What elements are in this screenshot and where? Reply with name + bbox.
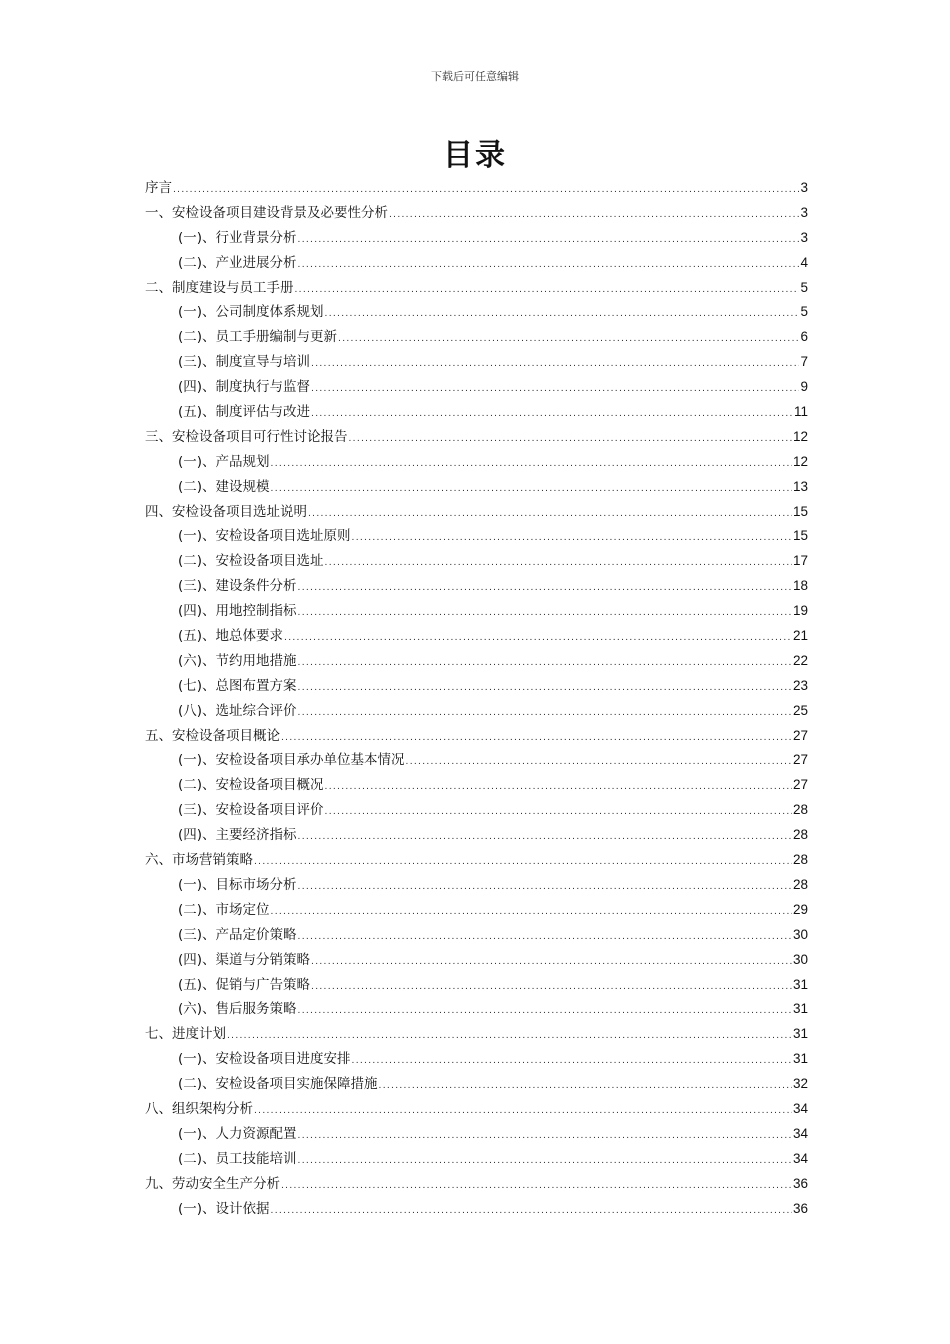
toc-entry-label: (六)、售后服务策略 xyxy=(178,1001,297,1018)
toc-entry-page: 28 xyxy=(792,827,808,843)
toc-entry[interactable] xyxy=(145,325,808,350)
toc-entry-label: (二)、市场定位 xyxy=(178,901,270,918)
toc-entry[interactable] xyxy=(145,1122,808,1147)
toc-entry[interactable] xyxy=(145,251,808,276)
toc-dot-leader xyxy=(325,302,800,327)
toc-entry-label: (二)、安检设备项目选址 xyxy=(178,553,324,570)
toc-entry-label: (一)、安检设备项目进度安排 xyxy=(178,1051,351,1068)
toc-entry-page: 27 xyxy=(792,777,808,793)
toc-dot-leader xyxy=(308,502,792,527)
toc-entry[interactable] xyxy=(145,1097,808,1122)
toc-entry[interactable] xyxy=(145,475,808,500)
toc-entry[interactable] xyxy=(145,674,808,699)
toc-entry-page: 11 xyxy=(793,404,808,420)
toc-entry-label: (八)、选址综合评价 xyxy=(178,702,297,719)
toc-dot-leader xyxy=(271,452,792,477)
toc-title: 目录 xyxy=(443,138,507,173)
toc-entry[interactable] xyxy=(145,1197,808,1222)
toc-dot-leader xyxy=(298,875,792,900)
toc-entry[interactable] xyxy=(145,748,808,773)
toc-entry-label: (一)、安检设备项目选址原则 xyxy=(178,528,351,545)
toc-entry-page: 31 xyxy=(792,1026,808,1042)
toc-entry-label: (二)、员工手册编制与更新 xyxy=(178,329,338,346)
toc-entry-label: 八、组织架构分析 xyxy=(145,1100,253,1117)
toc-dot-leader xyxy=(298,253,800,278)
toc-entry-label: (二)、建设规模 xyxy=(178,478,270,495)
toc-dot-leader xyxy=(271,900,792,925)
toc-entry-page: 27 xyxy=(792,727,808,743)
toc-entry-page: 3 xyxy=(800,229,808,245)
toc-entry-page: 25 xyxy=(792,702,808,718)
toc-dot-leader xyxy=(338,327,799,352)
toc-entry-page: 3 xyxy=(800,204,808,220)
toc-entry-label: (四)、用地控制指标 xyxy=(178,603,297,620)
toc-entry-page: 36 xyxy=(792,1200,808,1216)
toc-dot-leader xyxy=(298,1149,792,1174)
toc-entry[interactable] xyxy=(145,948,808,973)
toc-dot-leader xyxy=(227,1024,792,1049)
toc-dot-leader xyxy=(389,203,799,228)
toc-entry-label: 九、劳动安全生产分析 xyxy=(145,1175,280,1192)
toc-dot-leader xyxy=(281,726,792,751)
toc-dot-leader xyxy=(352,1049,792,1074)
toc-dot-leader xyxy=(298,676,792,701)
toc-entry[interactable] xyxy=(145,1172,808,1197)
toc-dot-leader xyxy=(406,750,792,775)
toc-entry-label: (二)、产业进展分析 xyxy=(178,254,297,271)
toc-entry[interactable] xyxy=(145,549,808,574)
toc-entry-label: (一)、设计依据 xyxy=(178,1200,270,1217)
toc-dot-leader xyxy=(311,377,799,402)
toc-dot-leader xyxy=(298,1124,792,1149)
toc-entry-label: (三)、产品定价策略 xyxy=(178,926,297,943)
toc-dot-leader xyxy=(271,1199,792,1224)
toc-entry-page: 27 xyxy=(792,752,808,768)
toc-entry-label: (六)、节约用地措施 xyxy=(178,652,297,669)
toc-entry-label: (一)、产品规划 xyxy=(178,453,270,470)
toc-dot-leader xyxy=(298,925,792,950)
toc-entry-page: 18 xyxy=(792,578,808,594)
toc-entry-page: 13 xyxy=(792,478,808,494)
toc-dot-leader xyxy=(352,526,792,551)
toc-entry-page: 36 xyxy=(792,1175,808,1191)
toc-entry[interactable] xyxy=(145,773,808,798)
toc-entry-label: (七)、总图布置方案 xyxy=(178,677,297,694)
toc-entry-page: 34 xyxy=(792,1100,808,1116)
toc-entry-label: (三)、建设条件分析 xyxy=(178,578,297,595)
toc-dot-leader xyxy=(349,427,792,452)
toc-entry-label: (五)、地总体要求 xyxy=(178,628,284,645)
toc-entry[interactable] xyxy=(145,524,808,549)
toc-entry-label: (三)、制度宣导与培训 xyxy=(178,354,311,371)
toc-entry[interactable] xyxy=(145,300,808,325)
toc-entry[interactable] xyxy=(145,724,808,749)
toc-entry-page: 19 xyxy=(792,603,808,619)
toc-entry-label: (五)、促销与广告策略 xyxy=(178,976,311,993)
toc-entry-page: 15 xyxy=(792,503,808,519)
toc-entry-page: 28 xyxy=(792,802,808,818)
toc-entry-label: 一、安检设备项目建设背景及必要性分析 xyxy=(145,204,388,221)
toc-entry[interactable] xyxy=(145,599,808,624)
toc-dot-leader xyxy=(295,278,800,303)
toc-entry-label: (二)、安检设备项目实施保障措施 xyxy=(178,1076,378,1093)
toc-entry[interactable] xyxy=(145,798,808,823)
toc-entry-label: 二、制度建设与员工手册 xyxy=(145,279,294,296)
toc-entry-label: (四)、主要经济指标 xyxy=(178,827,297,844)
toc-dot-leader xyxy=(311,975,792,1000)
toc-entry[interactable] xyxy=(145,997,808,1022)
toc-entry-page: 31 xyxy=(792,1051,808,1067)
toc-entry-page: 5 xyxy=(800,279,808,295)
toc-entry-page: 21 xyxy=(792,628,808,644)
toc-entry[interactable] xyxy=(145,848,808,873)
toc-entry-label: (一)、人力资源配置 xyxy=(178,1125,297,1142)
toc-dot-leader xyxy=(254,1099,792,1124)
toc-entry-page: 30 xyxy=(792,951,808,967)
toc-entry-label: 序言 xyxy=(145,180,172,196)
toc-entry[interactable] xyxy=(145,375,808,400)
toc-entry-page: 34 xyxy=(792,1125,808,1141)
toc-entry-page: 32 xyxy=(792,1076,808,1092)
toc-entry-label: (四)、制度执行与监督 xyxy=(178,379,311,396)
toc-dot-leader xyxy=(298,825,792,850)
toc-dot-leader xyxy=(298,651,792,676)
toc-entry-label: (一)、公司制度体系规划 xyxy=(178,304,324,321)
toc-entry[interactable] xyxy=(145,898,808,923)
toc-entry[interactable] xyxy=(145,873,808,898)
toc-entry[interactable] xyxy=(145,649,808,674)
toc-dot-leader xyxy=(311,352,799,377)
toc-entry[interactable] xyxy=(145,226,808,251)
toc-entry-page: 15 xyxy=(792,528,808,544)
toc-entry-label: 四、安检设备项目选址说明 xyxy=(145,503,307,520)
toc-entry[interactable] xyxy=(145,574,808,599)
toc-dot-leader xyxy=(325,775,792,800)
toc-entry-page: 22 xyxy=(792,652,808,668)
toc-dot-leader xyxy=(298,601,792,626)
toc-entry-page: 34 xyxy=(792,1150,808,1166)
header-note: 下载后可任意编辑 xyxy=(431,70,519,83)
toc-entry[interactable] xyxy=(145,1047,808,1072)
toc-entry-page: 28 xyxy=(792,852,808,868)
toc-entry-page: 7 xyxy=(800,354,808,370)
toc-entry[interactable] xyxy=(145,276,808,301)
toc-entry-page: 23 xyxy=(792,677,808,693)
toc-dot-leader xyxy=(311,950,792,975)
toc-entry[interactable] xyxy=(145,400,808,425)
toc-entry-page: 9 xyxy=(800,379,808,395)
toc-dot-leader xyxy=(311,402,793,427)
toc-dot-leader xyxy=(284,626,792,651)
table-of-contents xyxy=(145,176,808,1221)
toc-dot-leader xyxy=(173,178,799,203)
toc-entry-label: (四)、渠道与分销策略 xyxy=(178,951,311,968)
toc-entry[interactable] xyxy=(145,425,808,450)
toc-entry[interactable] xyxy=(145,1147,808,1172)
toc-dot-leader xyxy=(325,551,792,576)
toc-dot-leader xyxy=(298,701,792,726)
toc-entry-label: 七、进度计划 xyxy=(145,1026,226,1043)
toc-entry-page: 31 xyxy=(792,1001,808,1017)
toc-dot-leader xyxy=(254,850,792,875)
toc-entry[interactable] xyxy=(145,201,808,226)
toc-entry-page: 5 xyxy=(800,304,808,320)
toc-entry-label: 五、安检设备项目概论 xyxy=(145,727,280,744)
toc-entry-label: (二)、员工技能培训 xyxy=(178,1150,297,1167)
toc-dot-leader xyxy=(379,1074,792,1099)
toc-dot-leader xyxy=(271,477,792,502)
toc-dot-leader xyxy=(325,800,792,825)
toc-entry-page: 29 xyxy=(792,901,808,917)
toc-entry[interactable] xyxy=(145,1072,808,1097)
toc-entry-page: 12 xyxy=(792,453,808,469)
toc-entry[interactable] xyxy=(145,1022,808,1047)
toc-entry[interactable] xyxy=(145,350,808,375)
toc-entry-label: (二)、安检设备项目概况 xyxy=(178,777,324,794)
toc-entry-page: 12 xyxy=(792,428,808,444)
toc-entry[interactable] xyxy=(145,699,808,724)
toc-entry-label: (三)、安检设备项目评价 xyxy=(178,802,324,819)
toc-entry-label: (一)、目标市场分析 xyxy=(178,876,297,893)
toc-entry-page: 31 xyxy=(792,976,808,992)
toc-dot-leader xyxy=(281,1174,792,1199)
toc-entry-page: 28 xyxy=(792,876,808,892)
toc-entry-label: (五)、制度评估与改进 xyxy=(178,404,311,421)
toc-dot-leader xyxy=(298,576,792,601)
toc-entry-label: (一)、安检设备项目承办单位基本情况 xyxy=(178,752,405,769)
toc-entry-page: 30 xyxy=(792,926,808,942)
toc-entry-page: 4 xyxy=(800,254,808,270)
toc-entry[interactable] xyxy=(145,624,808,649)
toc-entry[interactable] xyxy=(145,973,808,998)
toc-entry-page: 17 xyxy=(792,553,808,569)
toc-entry[interactable] xyxy=(145,823,808,848)
toc-entry[interactable] xyxy=(145,176,808,201)
toc-dot-leader xyxy=(298,228,800,253)
toc-entry-label: (一)、行业背景分析 xyxy=(178,229,297,246)
toc-entry-label: 六、市场营销策略 xyxy=(145,852,253,869)
toc-dot-leader xyxy=(298,999,792,1024)
toc-entry[interactable] xyxy=(145,450,808,475)
toc-entry-label: 三、安检设备项目可行性讨论报告 xyxy=(145,428,348,445)
toc-entry[interactable] xyxy=(145,500,808,525)
toc-entry-page: 6 xyxy=(800,329,808,345)
toc-entry-page: 3 xyxy=(800,180,808,195)
toc-entry[interactable] xyxy=(145,923,808,948)
